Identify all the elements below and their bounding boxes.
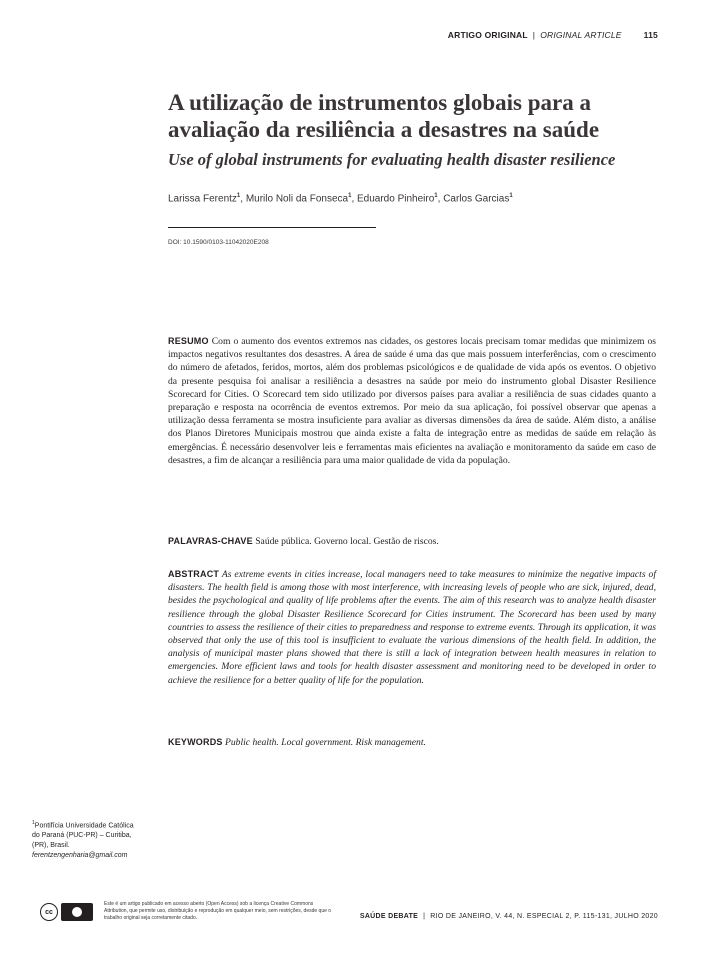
author-list: Larissa Ferentz$^1$, Murilo Noli da Fonseca$^1$, Eduardo Pinheiro$^1$, Carlos Garcias$^1$ <box>168 193 513 205</box>
header-separator: | <box>532 30 536 40</box>
resumo-label: RESUMO <box>168 336 209 346</box>
by-attribution-icon <box>61 903 93 921</box>
doi-link[interactable]: DOI: 10.1590/0103-11042020E208 <box>168 239 269 246</box>
abstract-text: As extreme events in cities increase, local managers need to take measures to minimize the negative impacts of disasters. The health field is among those with most interference, with increasing levels of people who are sick, injured, dead, besides the psychological and quality of life problems after the events. The aim of this research was to analyze health disaster resilience through the global Disaster Resilience Scorecard for Cities instrument. The Scorecard has been used by many countries to assess the resilience of their cities to preparedness and response to extreme events. Through its application, it was observed that only the use of this tool is insufficient to evaluate the various dimensions of the health field. In addition, the analysis of municipal master plans showed that there is still a lack of integration between health measures in relation to emergencies. More efficient laws and tools for health disaster assessment and monitoring need to be developed in order to achieve the resilience for a better quality of life for the population. <box>168 569 656 686</box>
author-name: Murilo Noli da Fonseca <box>245 193 349 205</box>
article-type-label-en: ORIGINAL ARTICLE <box>540 30 622 40</box>
author-affiliation-mark: 1 <box>236 193 241 199</box>
keywords-label: KEYWORDS <box>168 737 223 747</box>
author-affiliation-mark: 1 <box>509 193 513 199</box>
title-portuguese: A utilização de instrumentos globais para a avaliação da resiliência a desastres na saúde <box>168 90 600 142</box>
author-name: Eduardo Pinheiro <box>357 193 435 205</box>
journal-citation: RIO DE JANEIRO, V. 44, N. ESPECIAL 2, P. 115-131, JULHO 2020 <box>430 913 658 920</box>
palavras-chave-label: PALAVRAS-CHAVE <box>168 536 253 546</box>
palavras-chave-text: Saúde pública. Governo local. Gestão de riscos. <box>255 536 439 547</box>
affiliation-text: Pontifícia Universidade Católica do Paraná (PUC-PR) – Curitiba, (PR), Brasil. <box>32 822 134 850</box>
keywords-text: Public health. Local government. Risk management. <box>225 737 426 748</box>
author-name: Carlos Garcias <box>443 193 510 205</box>
running-footer <box>360 913 658 920</box>
resumo-paragraph <box>168 335 656 467</box>
cc-license-badge[interactable] <box>40 902 98 922</box>
cc-icon: cc <box>40 903 58 921</box>
author-affiliation-mark: 1 <box>348 193 352 199</box>
author-name: Larissa Ferentz <box>168 193 237 205</box>
abstract-paragraph <box>168 568 656 687</box>
abstract-label: ABSTRACT <box>168 569 220 579</box>
journal-name: SAÚDE DEBATE <box>359 913 419 920</box>
license-text: Este é um artigo publicado em acesso aberto (Open Access) sob a licença Creative Commons Attribution, que permite uso, distribuição e reprodução em qualquer meio, sem restrições, desde que o trabalho original seja corretamente citado. <box>104 901 332 921</box>
running-header <box>448 30 658 40</box>
palavras-chave-paragraph <box>168 535 656 548</box>
resumo-text: Com o aumento dos eventos extremos nas cidades, os gestores locais precisam tomar medidas que minimizem os impactos negativos resultantes dos desastres. A área de saúde é uma das que mais possuem interferências, com o crescimento do número de afetados, feridos, mortos, além dos problemas psicológicos e de qualidade de vida após os eventos. O objetivo da presente pesquisa foi analisar a resiliência a desastres na saúde por meio do instrumento global Disaster Resilience Scorecard for Cities. O Scorecard tem sido utilizado por diversos países para avaliar a resiliência de suas cidades quanto a preparação e resposta na ocorrência de eventos extremos. Por meio da sua aplicação, foi possível observar que apenas a utilização dessa ferramenta se mostra insuficiente para avaliar as diversas dimensões da área de saúde. Além disto, a análise dos Planos Diretores Municipais mostrou que ainda existe a falta de integração entre as medidas de saúde em relação às emergências. É necessário desenvolver leis e ferramentas mais eficientes na avaliação e monitoramento da saúde em caso de desastres, a fim de alcançar a resiliência para uma maior qualidade de vida da população. <box>168 336 656 466</box>
author-email-link[interactable]: ferentzengenharia@gmail.com <box>32 852 128 860</box>
page-number: 115 <box>643 30 658 40</box>
author-affiliation-mark: 1 <box>434 193 438 199</box>
title-english: Use of global instruments for evaluating health disaster resilience <box>168 150 616 169</box>
keywords-paragraph <box>168 736 656 749</box>
footer-separator: | <box>423 913 426 920</box>
affiliation-note <box>32 818 142 861</box>
article-type-label: ARTIGO ORIGINAL <box>447 30 528 40</box>
affiliation-mark: 1 <box>32 820 35 826</box>
title-divider <box>168 227 376 228</box>
